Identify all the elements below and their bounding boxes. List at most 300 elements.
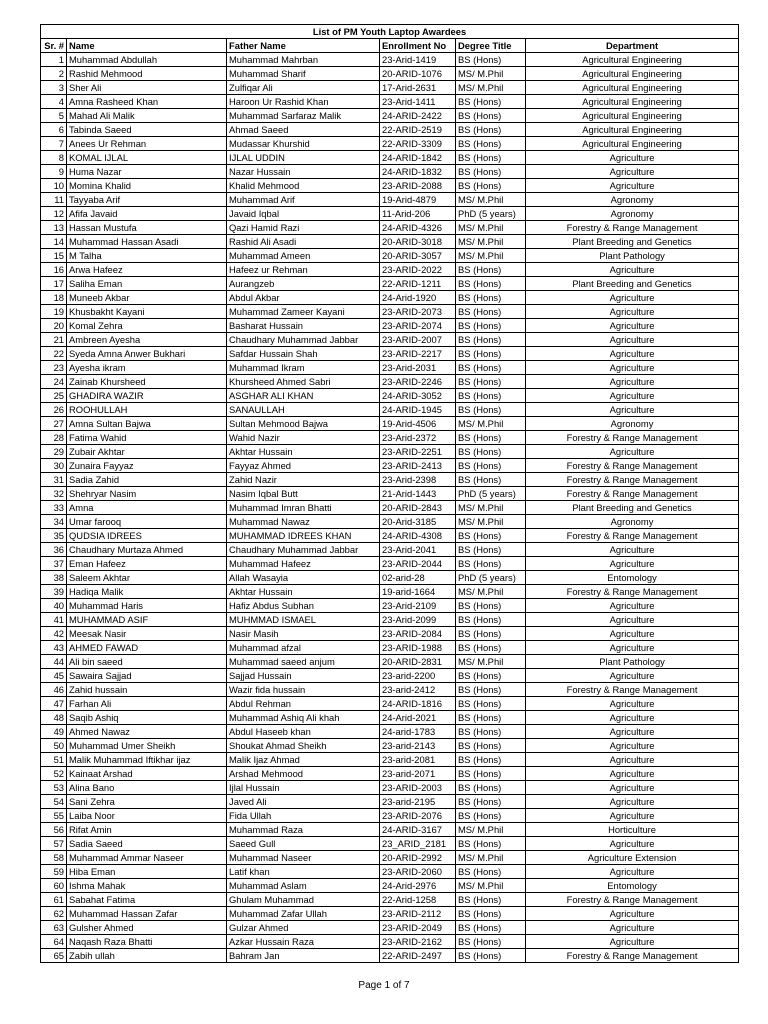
sr-cell: 62 bbox=[41, 907, 67, 921]
degree-title-cell: BS (Hons) bbox=[456, 697, 526, 711]
enrollment-no-cell: 23-Arid-2109 bbox=[380, 599, 456, 613]
department-cell: Agricultural Engineering bbox=[526, 95, 739, 109]
department-cell: Agriculture bbox=[526, 697, 739, 711]
enrollment-no-cell: 21-Arid-1443 bbox=[380, 487, 456, 501]
department-cell: Forestry & Range Management bbox=[526, 585, 739, 599]
father-name-cell: Muhammad Raza bbox=[227, 823, 380, 837]
degree-title-cell: BS (Hons) bbox=[456, 473, 526, 487]
table-row bbox=[41, 263, 739, 277]
name-cell: Muhammad Hassan Asadi bbox=[67, 235, 227, 249]
department-cell: Horticulture bbox=[526, 823, 739, 837]
sr-cell: 58 bbox=[41, 851, 67, 865]
sr-cell: 57 bbox=[41, 837, 67, 851]
enrollment-no-cell: 24-Arid-1920 bbox=[380, 291, 456, 305]
name-cell: Ayesha ikram bbox=[67, 361, 227, 375]
father-name-cell: Bahram Jan bbox=[227, 949, 380, 963]
awardees-sheet bbox=[40, 24, 738, 963]
department-cell: Agriculture bbox=[526, 165, 739, 179]
department-cell: Agronomy bbox=[526, 207, 739, 221]
table-row bbox=[41, 767, 739, 781]
father-name-cell: Muhammad Sarfaraz Malik bbox=[227, 109, 380, 123]
degree-title-cell: MS/ M.Phil bbox=[456, 501, 526, 515]
sr-cell: 13 bbox=[41, 221, 67, 235]
father-name-cell: Saeed Gull bbox=[227, 837, 380, 851]
name-cell: Muhammad Hassan Zafar bbox=[67, 907, 227, 921]
department-cell: Agriculture bbox=[526, 291, 739, 305]
name-cell: Anees Ur Rehman bbox=[67, 137, 227, 151]
degree-title-cell: BS (Hons) bbox=[456, 557, 526, 571]
department-cell: Agriculture bbox=[526, 739, 739, 753]
department-cell: Agriculture Extension bbox=[526, 851, 739, 865]
degree-title-cell: BS (Hons) bbox=[456, 753, 526, 767]
father-name-cell: Shoukat Ahmad Sheikh bbox=[227, 739, 380, 753]
father-name-cell: Muhammad Hafeez bbox=[227, 557, 380, 571]
degree-title-cell: BS (Hons) bbox=[456, 711, 526, 725]
department-cell: Agriculture bbox=[526, 445, 739, 459]
degree-title-cell: BS (Hons) bbox=[456, 669, 526, 683]
father-name-cell: IJLAL UDDIN bbox=[227, 151, 380, 165]
sr-cell: 44 bbox=[41, 655, 67, 669]
father-name-cell: Aurangzeb bbox=[227, 277, 380, 291]
degree-title-cell: BS (Hons) bbox=[456, 613, 526, 627]
name-cell: Ali bin saeed bbox=[67, 655, 227, 669]
column-header-father-name: Father Name bbox=[227, 39, 380, 53]
enrollment-no-cell: 23-Arid-2031 bbox=[380, 361, 456, 375]
father-name-cell: Hafiz Abdus Subhan bbox=[227, 599, 380, 613]
enrollment-no-cell: 23-Arid-2099 bbox=[380, 613, 456, 627]
name-cell: Zunaira Fayyaz bbox=[67, 459, 227, 473]
degree-title-cell: BS (Hons) bbox=[456, 893, 526, 907]
father-name-cell: Chaudhary Muhammad Jabbar bbox=[227, 333, 380, 347]
father-name-cell: Ahmad Saeed bbox=[227, 123, 380, 137]
father-name-cell: Ijlal Hussain bbox=[227, 781, 380, 795]
father-name-cell: Fayyaz Ahmed bbox=[227, 459, 380, 473]
department-cell: Agriculture bbox=[526, 795, 739, 809]
enrollment-no-cell: 23-Arid-2372 bbox=[380, 431, 456, 445]
department-cell: Forestry & Range Management bbox=[526, 473, 739, 487]
degree-title-cell: BS (Hons) bbox=[456, 907, 526, 921]
sr-cell: 47 bbox=[41, 697, 67, 711]
degree-title-cell: BS (Hons) bbox=[456, 445, 526, 459]
name-cell: Meesak Nasir bbox=[67, 627, 227, 641]
name-cell: Zainab Khursheed bbox=[67, 375, 227, 389]
degree-title-cell: BS (Hons) bbox=[456, 305, 526, 319]
enrollment-no-cell: 23-ARID-2088 bbox=[380, 179, 456, 193]
degree-title-cell: BS (Hons) bbox=[456, 403, 526, 417]
header-row bbox=[41, 39, 739, 53]
degree-title-cell: MS/ M.Phil bbox=[456, 585, 526, 599]
father-name-cell: Malik Ijaz Ahmad bbox=[227, 753, 380, 767]
table-row bbox=[41, 81, 739, 95]
enrollment-no-cell: 20-ARID-3057 bbox=[380, 249, 456, 263]
degree-title-cell: PhD (5 years) bbox=[456, 487, 526, 501]
name-cell: Tabinda Saeed bbox=[67, 123, 227, 137]
sr-cell: 32 bbox=[41, 487, 67, 501]
name-cell: Sadia Saeed bbox=[67, 837, 227, 851]
name-cell: MUHAMMAD ASIF bbox=[67, 613, 227, 627]
name-cell: Sabahat Fatima bbox=[67, 893, 227, 907]
sr-cell: 6 bbox=[41, 123, 67, 137]
name-cell: Arwa Hafeez bbox=[67, 263, 227, 277]
name-cell: Laiba Noor bbox=[67, 809, 227, 823]
table-row bbox=[41, 543, 739, 557]
department-cell: Agriculture bbox=[526, 403, 739, 417]
department-cell: Agriculture bbox=[526, 613, 739, 627]
enrollment-no-cell: 23-ARID-2007 bbox=[380, 333, 456, 347]
department-cell: Entomology bbox=[526, 571, 739, 585]
degree-title-cell: BS (Hons) bbox=[456, 949, 526, 963]
name-cell: Umar farooq bbox=[67, 515, 227, 529]
sr-cell: 2 bbox=[41, 67, 67, 81]
father-name-cell: Muhammad afzal bbox=[227, 641, 380, 655]
table-row bbox=[41, 95, 739, 109]
enrollment-no-cell: 20-ARID-3018 bbox=[380, 235, 456, 249]
father-name-cell: Chaudhary Muhammad Jabbar bbox=[227, 543, 380, 557]
father-name-cell: Akhtar Hussain bbox=[227, 585, 380, 599]
table-row bbox=[41, 487, 739, 501]
table-body bbox=[41, 53, 739, 963]
department-cell: Agriculture bbox=[526, 711, 739, 725]
sr-cell: 49 bbox=[41, 725, 67, 739]
name-cell: Naqash Raza Bhatti bbox=[67, 935, 227, 949]
father-name-cell: Ghulam Muhammad bbox=[227, 893, 380, 907]
name-cell: Rifat Amin bbox=[67, 823, 227, 837]
degree-title-cell: BS (Hons) bbox=[456, 109, 526, 123]
sr-cell: 55 bbox=[41, 809, 67, 823]
name-cell: Komal Zehra bbox=[67, 319, 227, 333]
column-header-degree-title: Degree Title bbox=[456, 39, 526, 53]
table-row bbox=[41, 935, 739, 949]
name-cell: Muhammad Ammar Naseer bbox=[67, 851, 227, 865]
sr-cell: 10 bbox=[41, 179, 67, 193]
department-cell: Agronomy bbox=[526, 417, 739, 431]
enrollment-no-cell: 24-ARID-1832 bbox=[380, 165, 456, 179]
sr-cell: 11 bbox=[41, 193, 67, 207]
table-row bbox=[41, 165, 739, 179]
father-name-cell: Muhammad Zafar Ullah bbox=[227, 907, 380, 921]
name-cell: Amna Sultan Bajwa bbox=[67, 417, 227, 431]
name-cell: Zahid hussain bbox=[67, 683, 227, 697]
father-name-cell: SANAULLAH bbox=[227, 403, 380, 417]
table-row bbox=[41, 557, 739, 571]
sr-cell: 60 bbox=[41, 879, 67, 893]
enrollment-no-cell: 24-Arid-2976 bbox=[380, 879, 456, 893]
father-name-cell: Wahid Nazir bbox=[227, 431, 380, 445]
table-row bbox=[41, 151, 739, 165]
table-row bbox=[41, 669, 739, 683]
table-row bbox=[41, 249, 739, 263]
degree-title-cell: BS (Hons) bbox=[456, 53, 526, 67]
enrollment-no-cell: 22-Arid-1258 bbox=[380, 893, 456, 907]
degree-title-cell: MS/ M.Phil bbox=[456, 81, 526, 95]
sr-cell: 22 bbox=[41, 347, 67, 361]
sr-cell: 36 bbox=[41, 543, 67, 557]
enrollment-no-cell: 23-arid-2143 bbox=[380, 739, 456, 753]
sr-cell: 30 bbox=[41, 459, 67, 473]
document-title: List of PM Youth Laptop Awardees bbox=[41, 25, 739, 39]
table-row bbox=[41, 725, 739, 739]
degree-title-cell: MS/ M.Phil bbox=[456, 249, 526, 263]
enrollment-no-cell: 23-arid-2081 bbox=[380, 753, 456, 767]
enrollment-no-cell: 23-ARID-2413 bbox=[380, 459, 456, 473]
table-row bbox=[41, 431, 739, 445]
department-cell: Agriculture bbox=[526, 361, 739, 375]
name-cell: Sher Ali bbox=[67, 81, 227, 95]
table-row bbox=[41, 697, 739, 711]
table-row bbox=[41, 585, 739, 599]
father-name-cell: Muhammad Nawaz bbox=[227, 515, 380, 529]
father-name-cell: Arshad Mehmood bbox=[227, 767, 380, 781]
degree-title-cell: MS/ M.Phil bbox=[456, 221, 526, 235]
table-row bbox=[41, 445, 739, 459]
enrollment-no-cell: 23-arid-2412 bbox=[380, 683, 456, 697]
name-cell: Sawaira Sajjad bbox=[67, 669, 227, 683]
name-cell: Malik Muhammad Iftikhar ijaz bbox=[67, 753, 227, 767]
enrollment-no-cell: 23-Arid-1419 bbox=[380, 53, 456, 67]
department-cell: Agriculture bbox=[526, 179, 739, 193]
sr-cell: 33 bbox=[41, 501, 67, 515]
table-row bbox=[41, 137, 739, 151]
table-row bbox=[41, 739, 739, 753]
table-row bbox=[41, 67, 739, 81]
degree-title-cell: BS (Hons) bbox=[456, 641, 526, 655]
father-name-cell: Rashid Ali Asadi bbox=[227, 235, 380, 249]
table-row bbox=[41, 879, 739, 893]
department-cell: Agriculture bbox=[526, 935, 739, 949]
sr-cell: 9 bbox=[41, 165, 67, 179]
name-cell: Chaudhary Murtaza Ahmed bbox=[67, 543, 227, 557]
department-cell: Agriculture bbox=[526, 725, 739, 739]
table-row bbox=[41, 501, 739, 515]
department-cell: Agronomy bbox=[526, 193, 739, 207]
enrollment-no-cell: 23-ARID-2044 bbox=[380, 557, 456, 571]
sr-cell: 3 bbox=[41, 81, 67, 95]
sr-cell: 34 bbox=[41, 515, 67, 529]
table-row bbox=[41, 221, 739, 235]
father-name-cell: Javaid Iqbal bbox=[227, 207, 380, 221]
department-cell: Agriculture bbox=[526, 865, 739, 879]
name-cell: Saliha Eman bbox=[67, 277, 227, 291]
department-cell: Agriculture bbox=[526, 263, 739, 277]
name-cell: Alina Bano bbox=[67, 781, 227, 795]
sr-cell: 7 bbox=[41, 137, 67, 151]
table-row bbox=[41, 291, 739, 305]
sr-cell: 39 bbox=[41, 585, 67, 599]
sr-cell: 18 bbox=[41, 291, 67, 305]
enrollment-no-cell: 23-ARID-2112 bbox=[380, 907, 456, 921]
table-row bbox=[41, 193, 739, 207]
name-cell: Ishma Mahak bbox=[67, 879, 227, 893]
department-cell: Forestry & Range Management bbox=[526, 683, 739, 697]
department-cell: Agriculture bbox=[526, 333, 739, 347]
father-name-cell: Muhammad Ameen bbox=[227, 249, 380, 263]
department-cell: Agriculture bbox=[526, 557, 739, 571]
department-cell: Forestry & Range Management bbox=[526, 893, 739, 907]
department-cell: Agriculture bbox=[526, 907, 739, 921]
enrollment-no-cell: 24-ARID-1816 bbox=[380, 697, 456, 711]
sr-cell: 8 bbox=[41, 151, 67, 165]
degree-title-cell: BS (Hons) bbox=[456, 767, 526, 781]
table-row bbox=[41, 207, 739, 221]
table-row bbox=[41, 907, 739, 921]
degree-title-cell: BS (Hons) bbox=[456, 795, 526, 809]
sr-cell: 41 bbox=[41, 613, 67, 627]
sr-cell: 53 bbox=[41, 781, 67, 795]
father-name-cell: Abdul Haseeb khan bbox=[227, 725, 380, 739]
department-cell: Agriculture bbox=[526, 543, 739, 557]
department-cell: Agriculture bbox=[526, 375, 739, 389]
father-name-cell: Mudassar Khurshid bbox=[227, 137, 380, 151]
degree-title-cell: BS (Hons) bbox=[456, 319, 526, 333]
department-cell: Forestry & Range Management bbox=[526, 221, 739, 235]
father-name-cell: Muhammad Sharif bbox=[227, 67, 380, 81]
sr-cell: 16 bbox=[41, 263, 67, 277]
table-row bbox=[41, 795, 739, 809]
department-cell: Agriculture bbox=[526, 389, 739, 403]
name-cell: Saqib Ashiq bbox=[67, 711, 227, 725]
department-cell: Forestry & Range Management bbox=[526, 529, 739, 543]
father-name-cell: Allah Wasayia bbox=[227, 571, 380, 585]
name-cell: Sadia Zahid bbox=[67, 473, 227, 487]
father-name-cell: Khalid Mehmood bbox=[227, 179, 380, 193]
enrollment-no-cell: 19-Arid-4506 bbox=[380, 417, 456, 431]
table-row bbox=[41, 403, 739, 417]
department-cell: Agricultural Engineering bbox=[526, 53, 739, 67]
table-row bbox=[41, 473, 739, 487]
name-cell: Gulsher Ahmed bbox=[67, 921, 227, 935]
name-cell: GHADIRA WAZIR bbox=[67, 389, 227, 403]
degree-title-cell: BS (Hons) bbox=[456, 431, 526, 445]
awardees-table bbox=[40, 24, 739, 963]
sr-cell: 25 bbox=[41, 389, 67, 403]
degree-title-cell: MS/ M.Phil bbox=[456, 879, 526, 893]
enrollment-no-cell: 23-ARID-2251 bbox=[380, 445, 456, 459]
father-name-cell: Wazir fida hussain bbox=[227, 683, 380, 697]
table-row bbox=[41, 641, 739, 655]
sr-cell: 63 bbox=[41, 921, 67, 935]
enrollment-no-cell: 24-ARID-2422 bbox=[380, 109, 456, 123]
enrollment-no-cell: 19-arid-1664 bbox=[380, 585, 456, 599]
sr-cell: 21 bbox=[41, 333, 67, 347]
department-cell: Forestry & Range Management bbox=[526, 487, 739, 501]
sr-cell: 37 bbox=[41, 557, 67, 571]
father-name-cell: Latif khan bbox=[227, 865, 380, 879]
sr-cell: 35 bbox=[41, 529, 67, 543]
sr-cell: 17 bbox=[41, 277, 67, 291]
department-cell: Agriculture bbox=[526, 753, 739, 767]
department-cell: Forestry & Range Management bbox=[526, 431, 739, 445]
column-header-enrollment-no: Enrollment No bbox=[380, 39, 456, 53]
father-name-cell: Muhammad Aslam bbox=[227, 879, 380, 893]
sr-cell: 12 bbox=[41, 207, 67, 221]
table-row bbox=[41, 627, 739, 641]
sr-cell: 40 bbox=[41, 599, 67, 613]
department-cell: Agriculture bbox=[526, 319, 739, 333]
department-cell: Entomology bbox=[526, 879, 739, 893]
department-cell: Agricultural Engineering bbox=[526, 67, 739, 81]
enrollment-no-cell: 23-ARID-2246 bbox=[380, 375, 456, 389]
enrollment-no-cell: 23-ARID-1988 bbox=[380, 641, 456, 655]
sr-cell: 27 bbox=[41, 417, 67, 431]
degree-title-cell: BS (Hons) bbox=[456, 781, 526, 795]
table-row bbox=[41, 235, 739, 249]
department-cell: Agriculture bbox=[526, 151, 739, 165]
enrollment-no-cell: 19-Arid-4879 bbox=[380, 193, 456, 207]
department-cell: Agriculture bbox=[526, 921, 739, 935]
sr-cell: 52 bbox=[41, 767, 67, 781]
father-name-cell: Muhammad Arif bbox=[227, 193, 380, 207]
table-row bbox=[41, 823, 739, 837]
sr-cell: 54 bbox=[41, 795, 67, 809]
table-row bbox=[41, 347, 739, 361]
father-name-cell: Nasir Masih bbox=[227, 627, 380, 641]
degree-title-cell: PhD (5 years) bbox=[456, 207, 526, 221]
table-row bbox=[41, 837, 739, 851]
name-cell: Afifa Javaid bbox=[67, 207, 227, 221]
degree-title-cell: BS (Hons) bbox=[456, 277, 526, 291]
degree-title-cell: BS (Hons) bbox=[456, 599, 526, 613]
degree-title-cell: MS/ M.Phil bbox=[456, 851, 526, 865]
degree-title-cell: BS (Hons) bbox=[456, 683, 526, 697]
enrollment-no-cell: 20-ARID-2831 bbox=[380, 655, 456, 669]
degree-title-cell: PhD (5 years) bbox=[456, 571, 526, 585]
enrollment-no-cell: 23-arid-2200 bbox=[380, 669, 456, 683]
name-cell: Shehryar Nasim bbox=[67, 487, 227, 501]
enrollment-no-cell: 20-ARID-2992 bbox=[380, 851, 456, 865]
enrollment-no-cell: 23-ARID-2022 bbox=[380, 263, 456, 277]
sr-cell: 20 bbox=[41, 319, 67, 333]
degree-title-cell: BS (Hons) bbox=[456, 179, 526, 193]
enrollment-no-cell: 24-ARID-4326 bbox=[380, 221, 456, 235]
department-cell: Agriculture bbox=[526, 669, 739, 683]
name-cell: Kainaat Arshad bbox=[67, 767, 227, 781]
enrollment-no-cell: 23-arid-2071 bbox=[380, 767, 456, 781]
enrollment-no-cell: 20-ARID-2843 bbox=[380, 501, 456, 515]
column-header-sr: Sr. # bbox=[41, 39, 67, 53]
enrollment-no-cell: 24-ARID-4308 bbox=[380, 529, 456, 543]
father-name-cell: Muhammad Imran Bhatti bbox=[227, 501, 380, 515]
enrollment-no-cell: 24-ARID-1842 bbox=[380, 151, 456, 165]
table-row bbox=[41, 613, 739, 627]
department-cell: Agricultural Engineering bbox=[526, 109, 739, 123]
enrollment-no-cell: 22-ARID-1211 bbox=[380, 277, 456, 291]
table-row bbox=[41, 361, 739, 375]
enrollment-no-cell: 22-ARID-2497 bbox=[380, 949, 456, 963]
name-cell: Syeda Amna Anwer Bukhari bbox=[67, 347, 227, 361]
column-header-name: Name bbox=[67, 39, 227, 53]
name-cell: Khusbakht Kayani bbox=[67, 305, 227, 319]
name-cell: Muhammad Umer Sheikh bbox=[67, 739, 227, 753]
name-cell: M Talha bbox=[67, 249, 227, 263]
degree-title-cell: MS/ M.Phil bbox=[456, 193, 526, 207]
name-cell: ROOHULLAH bbox=[67, 403, 227, 417]
enrollment-no-cell: 23-ARID-2084 bbox=[380, 627, 456, 641]
department-cell: Forestry & Range Management bbox=[526, 949, 739, 963]
name-cell: AHMED FAWAD bbox=[67, 641, 227, 655]
enrollment-no-cell: 20-Arid-3185 bbox=[380, 515, 456, 529]
department-cell: Plant Breeding and Genetics bbox=[526, 277, 739, 291]
father-name-cell: Sajjad Hussain bbox=[227, 669, 380, 683]
degree-title-cell: BS (Hons) bbox=[456, 837, 526, 851]
father-name-cell: Gulzar Ahmed bbox=[227, 921, 380, 935]
page-number: Page 1 of 7 bbox=[358, 980, 410, 991]
name-cell: Muhammad Abdullah bbox=[67, 53, 227, 67]
enrollment-no-cell: 23-ARID-2162 bbox=[380, 935, 456, 949]
table-row bbox=[41, 389, 739, 403]
sr-cell: 24 bbox=[41, 375, 67, 389]
father-name-cell: Haroon Ur Rashid Khan bbox=[227, 95, 380, 109]
degree-title-cell: BS (Hons) bbox=[456, 123, 526, 137]
